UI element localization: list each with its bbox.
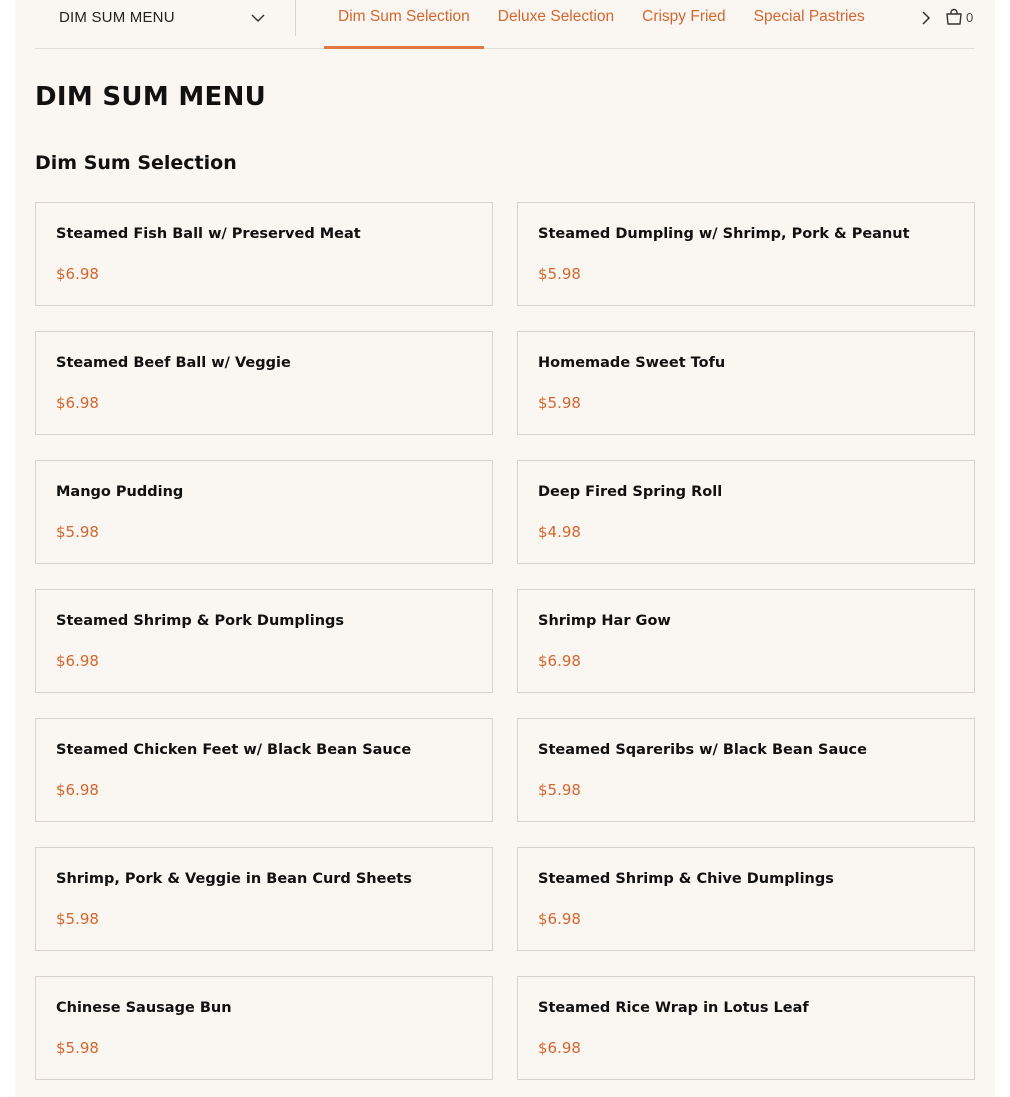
- tab-deluxe-selection[interactable]: Deluxe Selection: [497, 8, 615, 25]
- menu-item-price: $5.98: [538, 394, 581, 412]
- category-navbar: [35, 0, 975, 49]
- menu-item-price: $6.98: [56, 394, 99, 412]
- menu-item-name: Steamed Beef Ball w/ Veggie: [56, 355, 291, 371]
- menu-item-card[interactable]: [35, 976, 493, 1080]
- menu-item-name: Steamed Fish Ball w/ Preserved Meat: [56, 226, 361, 242]
- menu-item-price: $6.98: [56, 781, 99, 799]
- menu-item-card[interactable]: [35, 460, 493, 564]
- menu-item-price: $6.98: [538, 1039, 581, 1057]
- menu-item-card[interactable]: [35, 718, 493, 822]
- menu-item-price: $5.98: [538, 265, 581, 283]
- menu-item-name: Homemade Sweet Tofu: [538, 355, 726, 371]
- menu-item-card[interactable]: [517, 331, 975, 435]
- cart-button[interactable]: [945, 6, 977, 30]
- menu-dropdown[interactable]: [35, 0, 296, 36]
- menu-dropdown-label: DIM SUM MENU: [59, 9, 175, 26]
- menu-item-name: Steamed Rice Wrap in Lotus Leaf: [538, 1000, 809, 1016]
- page-title: DIM SUM MENU: [35, 82, 267, 112]
- menu-item-price: $6.98: [538, 910, 581, 928]
- tab-dim-sum-selection[interactable]: Dim Sum Selection: [324, 0, 484, 49]
- menu-item-card[interactable]: [517, 718, 975, 822]
- chevron-down-icon: [250, 10, 266, 26]
- menu-item-card[interactable]: [35, 589, 493, 693]
- menu-item-card[interactable]: [35, 331, 493, 435]
- menu-item-price: $6.98: [56, 652, 99, 670]
- menu-item-grid: [35, 202, 975, 1080]
- menu-item-card[interactable]: [35, 847, 493, 951]
- section-title: Dim Sum Selection: [35, 152, 237, 174]
- menu-item-card[interactable]: [517, 460, 975, 564]
- menu-item-card[interactable]: [517, 976, 975, 1080]
- menu-item-name: Mango Pudding: [56, 484, 184, 500]
- menu-item-card[interactable]: [35, 202, 493, 306]
- menu-item-card[interactable]: [517, 589, 975, 693]
- menu-item-card[interactable]: [517, 847, 975, 951]
- menu-item-name: Steamed Shrimp & Pork Dumplings: [56, 613, 345, 629]
- cart-count: 0: [966, 10, 974, 25]
- menu-item-name: Chinese Sausage Bun: [56, 1000, 232, 1016]
- menu-item-price: $5.98: [56, 523, 99, 541]
- tab-crispy-fried[interactable]: Crispy Fried: [642, 8, 726, 25]
- menu-item-name: Shrimp, Pork & Veggie in Bean Curd Sheets: [56, 871, 412, 887]
- menu-item-price: $4.98: [538, 523, 581, 541]
- tab-special-pastries[interactable]: Special Pastries: [753, 8, 865, 25]
- menu-item-price: $5.98: [56, 910, 99, 928]
- category-tabs: [324, 0, 879, 48]
- menu-item-name: Steamed Shrimp & Chive Dumplings: [538, 871, 834, 887]
- chevron-right-icon[interactable]: [917, 9, 935, 27]
- menu-item-name: Steamed Sqareribs w/ Black Bean Sauce: [538, 742, 867, 758]
- menu-item-name: Deep Fired Spring Roll: [538, 484, 723, 500]
- menu-item-name: Steamed Dumpling w/ Shrimp, Pork & Peanut: [538, 226, 910, 242]
- menu-item-price: $5.98: [538, 781, 581, 799]
- menu-item-name: Shrimp Har Gow: [538, 613, 671, 629]
- menu-item-price: $6.98: [538, 652, 581, 670]
- menu-item-price: $6.98: [56, 265, 99, 283]
- menu-item-card[interactable]: [517, 202, 975, 306]
- menu-item-price: $5.98: [56, 1039, 99, 1057]
- menu-item-name: Steamed Chicken Feet w/ Black Bean Sauce: [56, 742, 412, 758]
- shopping-bag-icon: [945, 8, 963, 26]
